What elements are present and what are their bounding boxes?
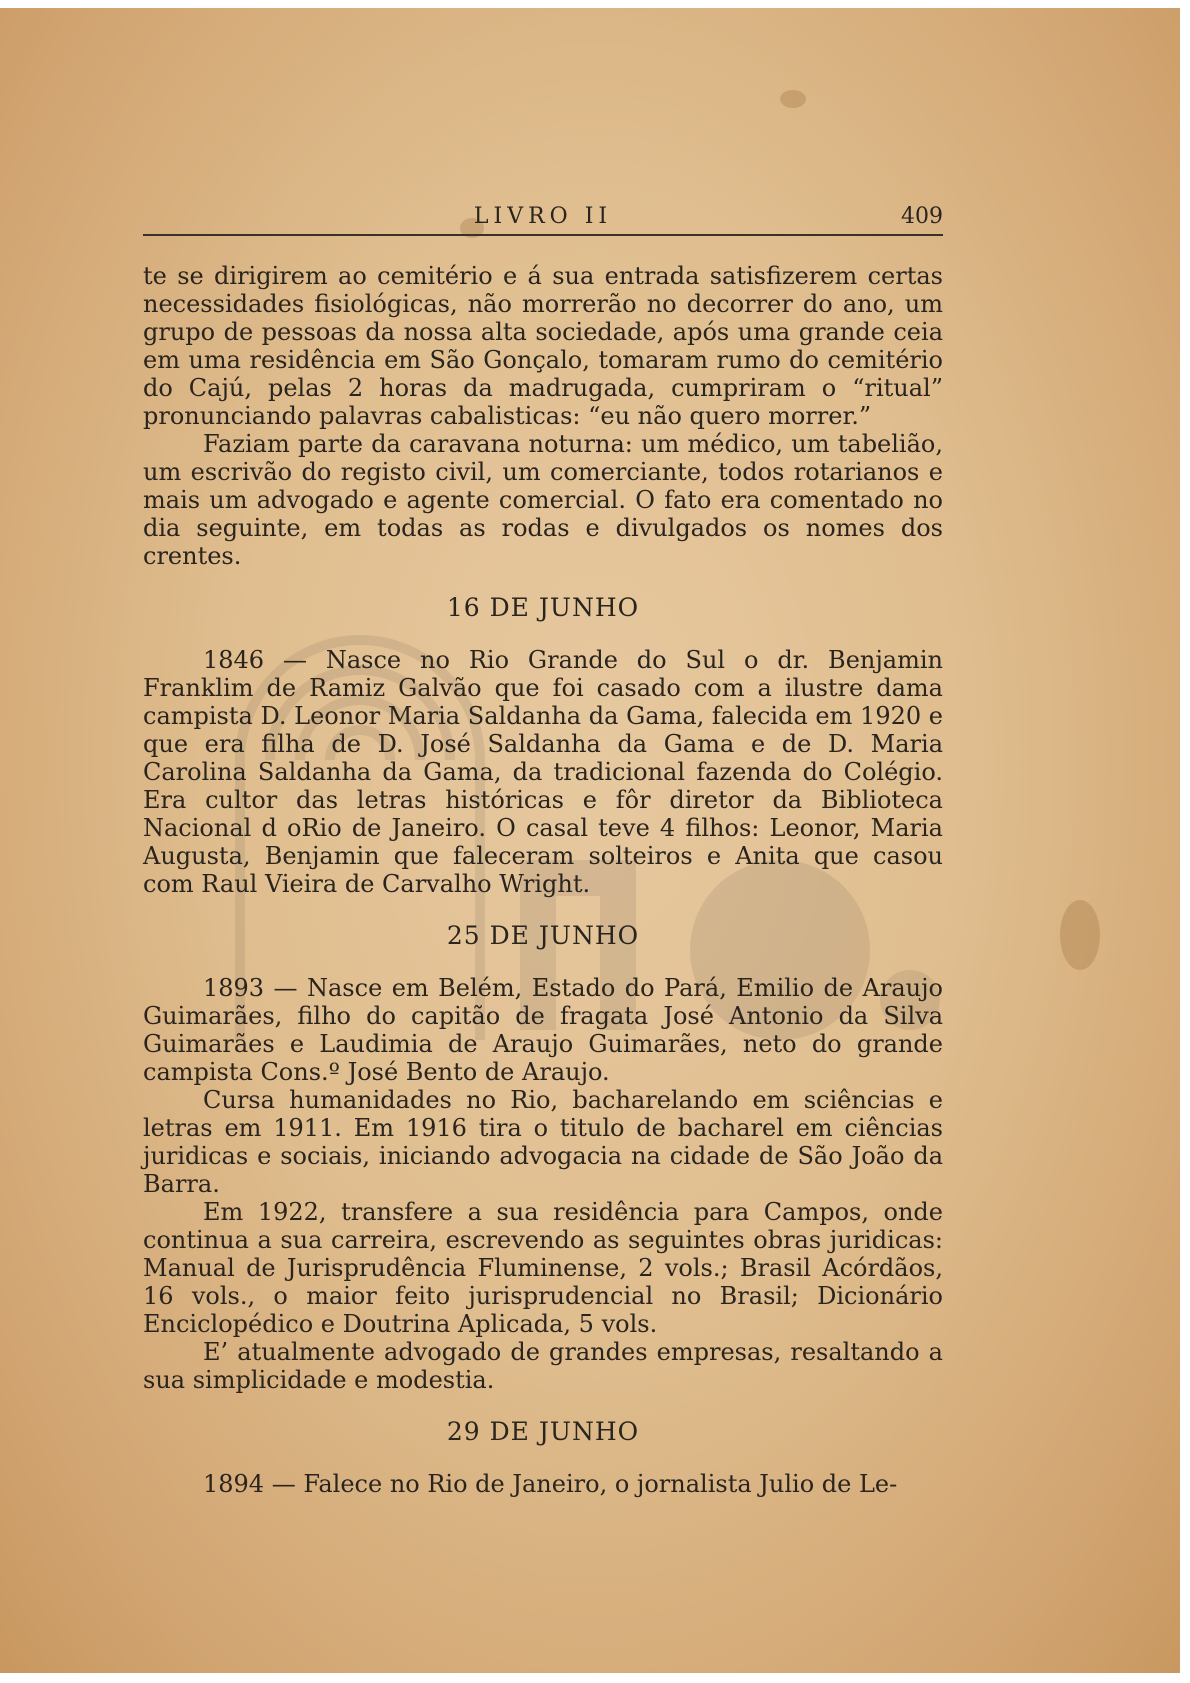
paper-stain bbox=[780, 90, 806, 108]
paragraph: 1846 — Nasce no Rio Grande do Sul o dr. Benjamin Franklim de Ramiz Galvão que foi casado com a ilustre dama campista D. Leonor Maria Saldanha da Gama, falecida em 1920 e que era filha de D. José Saldanha da Gama e de D. Maria Carolina Saldanha da Gama, da tradicional fazenda do Colégio. Era cultor das letras históricas e fôr diretor da Biblioteca Nacional d oRio de Janeiro. O casal teve 4 filhos: Leonor, Maria Augusta, Benjamin que faleceram solteiros e Anita que casou com Raul Vieira de Carvalho Wright. bbox=[143, 646, 943, 898]
paragraph: 1893 — Nasce em Belém, Estado do Pará, Emilio de Araujo Guimarães, filho do capitão de fragata José Antonio da Silva Guimarães e Laudimia de Araujo Guimarães, neto do grande campista Cons.º José Bento de Araujo. bbox=[143, 974, 943, 1086]
section-heading: 25 DE JUNHO bbox=[446, 921, 640, 950]
paragraph: 1894 — Falece no Rio de Janeiro, o jornalista Julio de Le- bbox=[203, 1470, 898, 1498]
page-body bbox=[143, 262, 943, 1498]
paragraph: Cursa humanidades no Rio, bacharelando em sciências e letras em 1911. Em 1916 tira o titulo de bacharel em ciências juridicas e sociais, iniciando advogacia na cidade de São João da Barra. bbox=[143, 1086, 943, 1198]
section-heading: 29 DE JUNHO bbox=[446, 1417, 640, 1446]
page-number: 409 bbox=[901, 204, 943, 229]
page-border-right bbox=[1180, 0, 1190, 1683]
running-title: LIVRO II bbox=[473, 204, 613, 229]
running-header bbox=[143, 204, 943, 236]
section-heading: 16 DE JUNHO bbox=[446, 593, 640, 622]
paragraph: Faziam parte da caravana noturna: um médico, um tabelião, um escrivão do registo civil, um comerciante, todos rotarianos e mais um advogado e agente comercial. O fato era comentado no dia seguinte, em todas as rodas e divulgados os nomes dos crentes. bbox=[143, 430, 943, 570]
paragraph: Em 1922, transfere a sua residência para Campos, onde continua a sua carreira, escrevendo as seguintes obras juridicas: Manual de Jurisprudência Fluminense, 2 vols.; Brasil Acórdãos, 16 vols., o maior feito jurisprudencial no Brasil; Dicionário Enciclopédico e Doutrina Aplicada, 5 vols. bbox=[143, 1198, 943, 1338]
paper-stain bbox=[1060, 900, 1100, 970]
paragraph: te se dirigirem ao cemitério e á sua entrada satisfizerem certas necessidades fisiológicas, não morrerão no decorrer do ano, um grupo de pessoas da nossa alta sociedade, após uma grande ceia em uma residência em São Gonçalo, tomaram rumo do cemitério do Cajú, pelas 2 horas da madrugada, cumpriram o “ritual” pronunciando palavras cabalisticas: “eu não quero morrer.” bbox=[143, 262, 943, 430]
paragraph: E’ atualmente advogado de grandes empresas, resaltando a sua simplicidade e modestia. bbox=[143, 1338, 943, 1394]
page-border-top bbox=[0, 0, 1190, 8]
page-border-bottom bbox=[0, 1673, 1190, 1683]
